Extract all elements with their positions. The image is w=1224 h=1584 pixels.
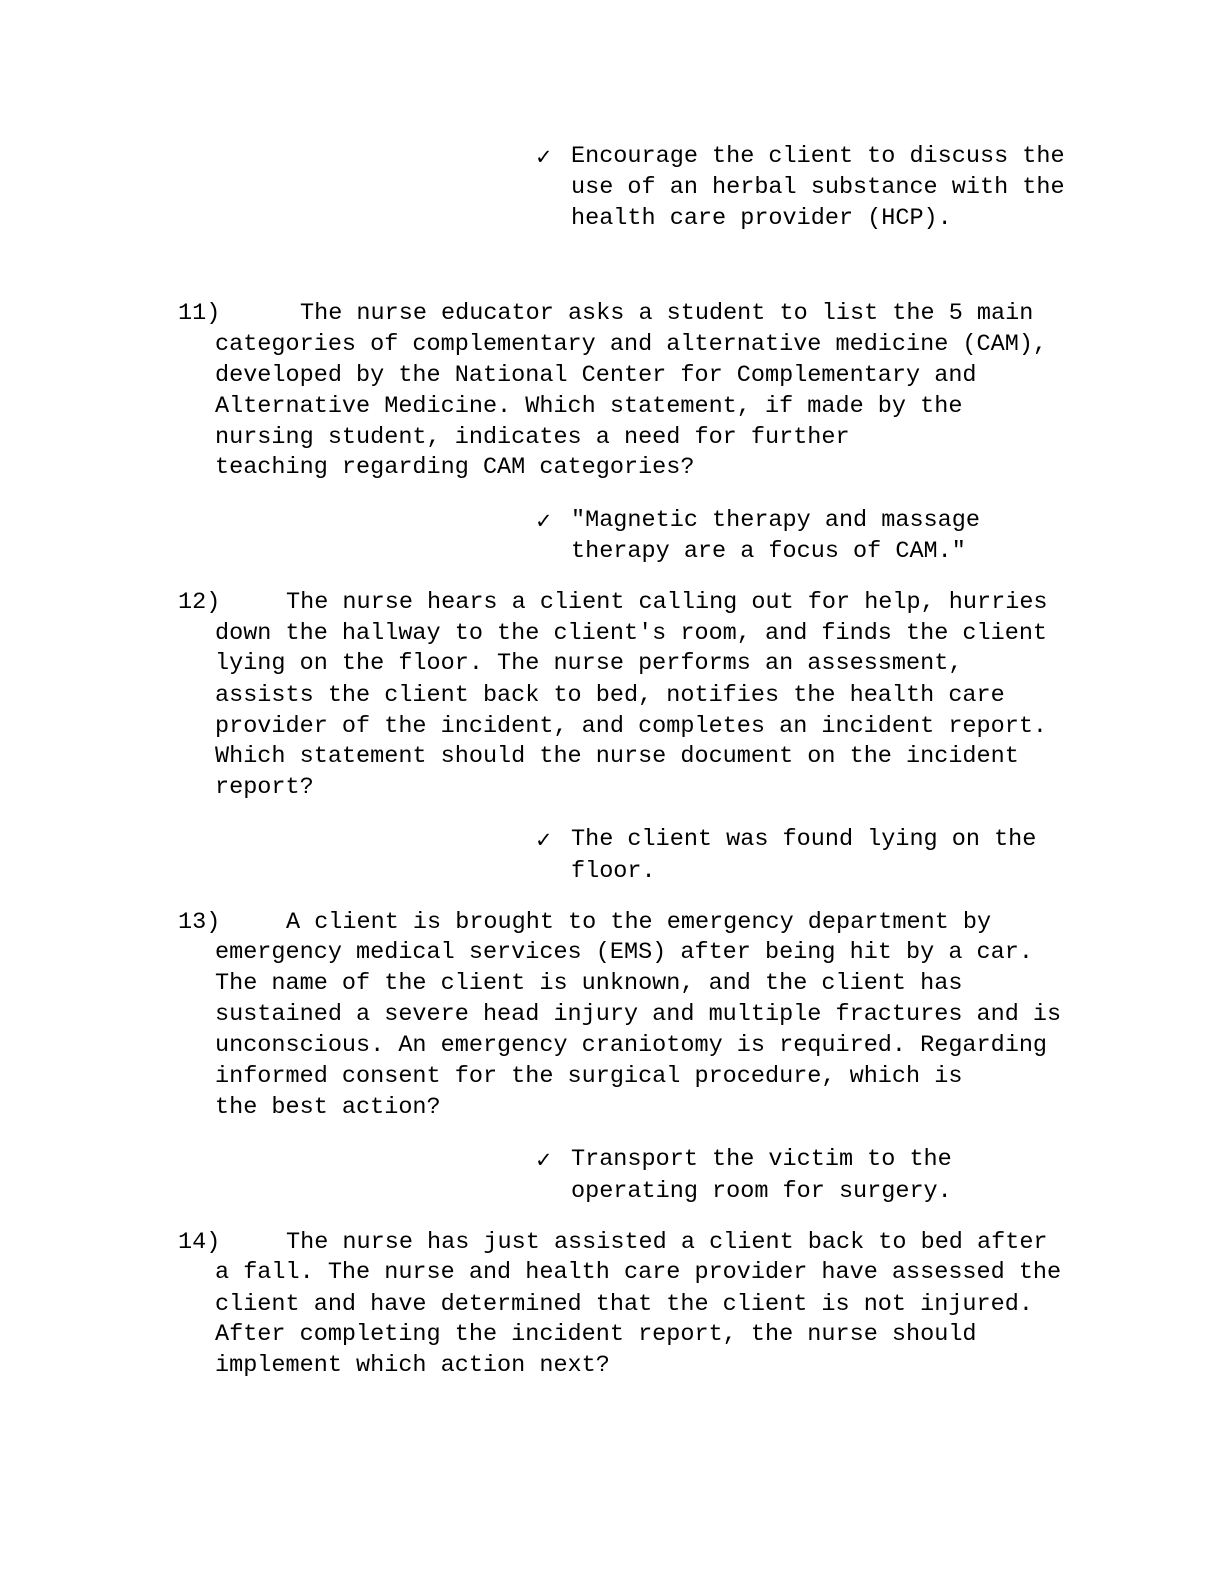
question-line: A client is brought to the emergency department by <box>286 909 992 936</box>
question-line: lying on the floor. The nurse performs an assessment, <box>215 650 963 677</box>
question-line: The nurse educator asks a student to list the 5 main <box>300 300 1034 327</box>
question-line: teaching regarding CAM categories? <box>215 454 695 481</box>
question-line: report? <box>215 774 314 801</box>
question-line: nursing student, indicates a need for further <box>215 424 850 451</box>
check-mark-icon: ✓ <box>535 828 553 852</box>
question-line: sustained a severe head injury and multiple fractures and is <box>215 1001 1062 1028</box>
question-number: 14) <box>178 1229 221 1256</box>
question-line: emergency medical services (EMS) after being hit by a car. <box>215 939 1033 966</box>
question-number: 13) <box>178 909 221 936</box>
question-line: Which statement should the nurse document on the incident <box>215 743 1019 770</box>
question-line: assists the client back to bed, notifies the health care <box>215 682 1005 709</box>
question-line: The name of the client is unknown, and the client has <box>215 970 963 997</box>
question-line: informed consent for the surgical procedure, which is <box>215 1063 963 1090</box>
answer-line: use of an herbal substance with the <box>571 174 1065 201</box>
answer-line: floor. <box>571 858 656 885</box>
question-line: the best action? <box>215 1094 441 1121</box>
question-line: developed by the National Center for Complementary and <box>215 362 977 389</box>
question-line: client and have determined that the client is not injured. <box>215 1291 1033 1318</box>
question-line: The nurse hears a client calling out for help, hurries <box>286 589 1048 616</box>
question-line: provider of the incident, and completes an incident report. <box>215 713 1048 740</box>
question-line: After completing the incident report, the nurse should <box>215 1321 977 1348</box>
answer-line: Transport the victim to the <box>571 1146 952 1173</box>
answer-line: The client was found lying on the <box>571 826 1037 853</box>
answer-line: therapy are a focus of CAM." <box>571 538 966 565</box>
question-number: 12) <box>178 589 221 616</box>
question-line: The nurse has just assisted a client back to bed after <box>286 1229 1048 1256</box>
question-line: down the hallway to the client's room, and finds the client <box>215 620 1048 647</box>
question-line: categories of complementary and alternative medicine (CAM), <box>215 331 1048 358</box>
question-line: a fall. The nurse and health care provider have assessed the <box>215 1259 1062 1286</box>
answer-line: health care provider (HCP). <box>571 205 952 232</box>
check-mark-icon: ✓ <box>535 1148 553 1172</box>
answer-line: operating room for surgery. <box>571 1178 952 1205</box>
question-number: 11) <box>178 300 221 327</box>
check-mark-icon: ✓ <box>535 509 553 533</box>
answer-line: "Magnetic therapy and massage <box>571 507 980 534</box>
answer-line: Encourage the client to discuss the <box>571 143 1065 170</box>
question-line: implement which action next? <box>215 1352 610 1379</box>
question-line: unconscious. An emergency craniotomy is required. Regarding <box>215 1032 1048 1059</box>
question-line: Alternative Medicine. Which statement, if made by the <box>215 393 963 420</box>
check-mark-icon: ✓ <box>535 145 553 169</box>
